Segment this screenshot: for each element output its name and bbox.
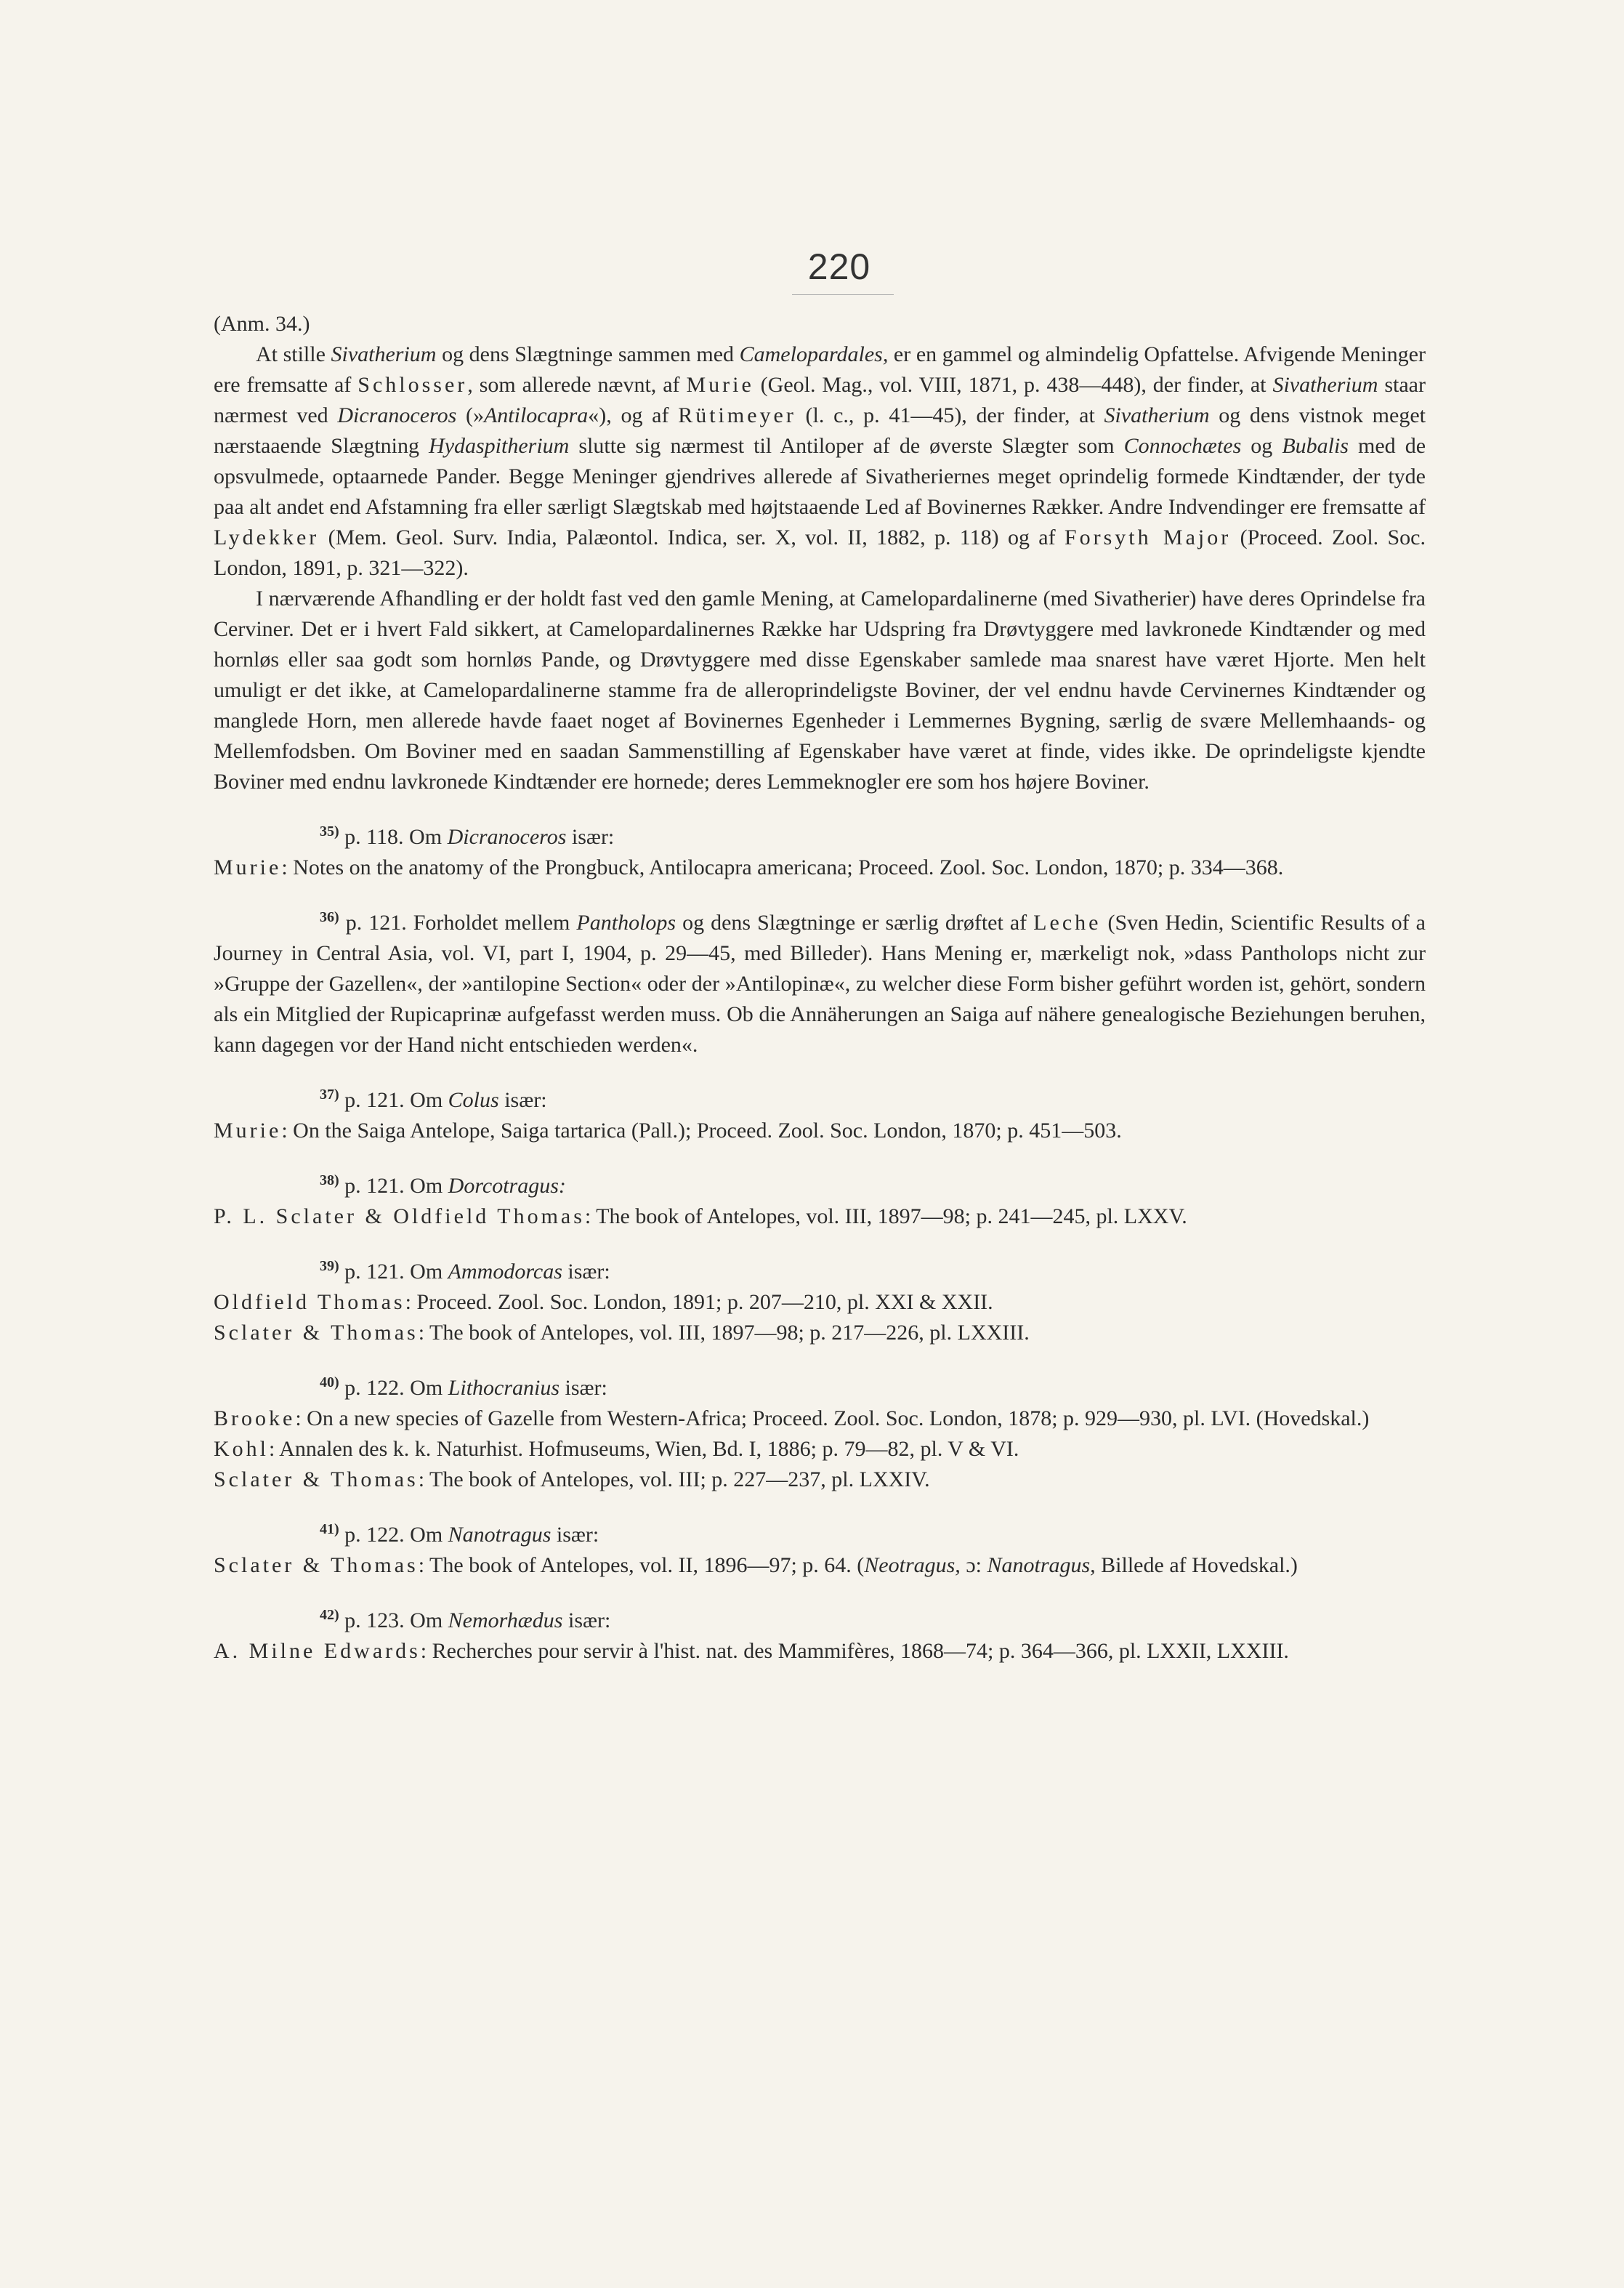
text: er en gammel og almindelig Opfattelse. Afvigende Meninger ere fremsatte af: [214, 342, 1426, 397]
text: (Mem. Geol. Surv. India, Palæontol. Indica, ser. X, vol. II, 1882, p. 118) og af: [319, 525, 1065, 549]
footnote-heading: [214, 1165, 1426, 1201]
footnote-number: 38): [320, 1172, 339, 1188]
author-name: Brooke: [214, 1406, 296, 1430]
text: p. 121. Om: [339, 1174, 448, 1198]
author-name: Oldfield Thomas: [214, 1290, 405, 1314]
text: p. 123. Om: [339, 1608, 448, 1632]
reference-text: : Recherches pour servir à l'hist. nat. des Mammifères, 1868—74; p. 364—366, pl. LXXII, LXXIII.: [420, 1639, 1289, 1663]
reference-entry: [214, 1318, 1426, 1348]
author-name: Kohl: [214, 1437, 269, 1461]
footnote-heading: [214, 1514, 1426, 1550]
footnote-number: 37): [320, 1087, 339, 1103]
footnote-41: [214, 1514, 1426, 1581]
reference-text: : Notes on the anatomy of the Prongbuck, Antilocapra americana; Proceed. Zool. Soc. London, 1870; p. 334—368.: [281, 855, 1284, 879]
text: staar nærmest ved: [214, 373, 1426, 427]
paragraph-sivatherium: [214, 339, 1426, 584]
author-name: Murie: [214, 1119, 282, 1143]
footnote-heading: [214, 1367, 1426, 1403]
reference-entry: [214, 1287, 1426, 1318]
text: slutte sig nærmest til Antiloper af de øverste Slægter som: [569, 434, 1124, 458]
footnote-35: [214, 816, 1426, 883]
taxon-name: Hydaspitherium: [429, 434, 570, 458]
text: «), og af: [588, 403, 679, 427]
text: p. 121. Om: [339, 1088, 448, 1112]
taxon-name: Nemorhædus: [448, 1608, 563, 1632]
reference-entry: [214, 1403, 1426, 1434]
author-name: Murie: [214, 855, 282, 879]
page-number: 220: [807, 246, 871, 287]
author-name: A. Milne Edwards: [214, 1639, 421, 1663]
footnote-number: 35): [320, 823, 339, 839]
text: (Geol. Mag., vol. VIII, 1871, p. 438—448), der finder, at: [754, 373, 1273, 397]
footnote-number: 36): [320, 909, 339, 925]
footnote-heading: [214, 902, 1426, 1060]
taxon-name: Dicranoceros: [447, 825, 567, 849]
text: p. 118. Om: [339, 825, 448, 849]
text: og: [1241, 434, 1282, 458]
taxon-name: Nanotragus: [448, 1523, 552, 1547]
taxon-name: Dicranoceros: [337, 403, 457, 427]
footnote-number: 40): [320, 1374, 339, 1390]
taxon-name: Ammodorcas: [448, 1260, 562, 1284]
author-name: P. L. Sclater & Oldfield Thomas: [214, 1204, 585, 1228]
page-body: [214, 309, 1426, 1667]
author-name: Leche: [1033, 911, 1102, 935]
author-name: Murie: [686, 373, 754, 397]
reference-text: : On a new species of Gazelle from Western-Africa; Proceed. Zool. Soc. London, 1878; p. 929—930, pl. LVI. (Hovedskal.): [295, 1406, 1370, 1430]
taxon-name: Camelopardales,: [739, 342, 889, 366]
text: især:: [498, 1088, 547, 1112]
text: især:: [559, 1376, 607, 1400]
text: At stille: [256, 342, 331, 366]
reference-entry: [214, 1636, 1426, 1667]
text: p. 121. Om: [339, 1260, 448, 1284]
taxon-name: Sivatherium: [1272, 373, 1378, 397]
footnote-36: [214, 902, 1426, 1060]
reference-text: : The book of Antelopes, vol. III, 1897—98; p. 241—245, pl. LXXV.: [584, 1204, 1187, 1228]
text: og dens Slægtninge er særlig drøftet af: [676, 911, 1034, 935]
reference-text: : The book of Antelopes, vol. III; p. 227—237, pl. LXXIV.: [418, 1467, 930, 1491]
text: (»: [456, 403, 484, 427]
footnote-40: [214, 1367, 1426, 1495]
text: med de opsvulmede, optaarnede Pander. Begge Meninger gjendrives allerede af Sivatheriernes meget oprindelig formede Kindtænder, der tyde paa alt andet end Afstamning fra eller særligt Slægtskab med højtstaaende Led af Bovinernes Rækker. Andre Indvendinger ere fremsatte af: [214, 434, 1426, 519]
text: p. 121. Forholdet mellem: [339, 911, 577, 935]
footnote-number: 39): [320, 1258, 339, 1274]
footnote-heading: [214, 1600, 1426, 1636]
footnote-37: [214, 1079, 1426, 1146]
text: p. 122. Om: [339, 1523, 448, 1547]
text: især:: [562, 1260, 610, 1284]
taxon-name: Bubalis: [1282, 434, 1349, 458]
reference-entry: [214, 1465, 1426, 1495]
reference-entry: [214, 853, 1426, 883]
text: og dens Slægtninge sammen med: [436, 342, 740, 366]
taxon-name: Connochætes: [1123, 434, 1242, 458]
author-name: Lydekker: [214, 525, 320, 549]
footnote-39: [214, 1251, 1426, 1348]
taxon-name: Dorcotragus:: [448, 1174, 566, 1198]
taxon-name: Lithocranius: [448, 1376, 560, 1400]
reference-entry: [214, 1116, 1426, 1146]
reference-text: : The book of Antelopes, vol. II, 1896—97; p. 64. (: [418, 1553, 865, 1577]
reference-text: : The book of Antelopes, vol. III, 1897—98; p. 217—226, pl. LXXIII.: [418, 1321, 1030, 1345]
reference-entry: [214, 1201, 1426, 1232]
footnote-heading: [214, 1251, 1426, 1287]
reference-text: : On the Saiga Antelope, Saiga tartarica (Pall.); Proceed. Zool. Soc. London, 1870; p. 451—503.: [281, 1119, 1122, 1143]
taxon-name: Antilocapra: [483, 403, 589, 427]
taxon-name: Sivatherium: [1104, 403, 1210, 427]
author-name: Forsyth Major: [1064, 525, 1232, 549]
taxon-name: Nanotragus,: [987, 1553, 1096, 1577]
text: og dens vistnok meget nærstaaende Slægtning: [214, 403, 1426, 458]
text: Billede af Hovedskal.): [1095, 1553, 1298, 1577]
text: (Proceed. Zool. Soc. London, 1891, p. 321—322).: [214, 525, 1426, 580]
note-reference: (Anm. 34.): [214, 312, 310, 336]
author-name: Sclater & Thomas: [214, 1467, 419, 1491]
footnote-42: [214, 1600, 1426, 1667]
text: (Sven Hedin, Scientific Results of a Journey in Central Asia, vol. VI, part I, 1904, p. 29—45, med Billeder). Hans Mening er, mærkeligt nok, »dass Pantholops nicht zur »Gruppe der Gazellen«, der »antilopine Section« oder der »Antilopinæ«, zu welcher diese Form bisher geführt worden ist, gehört, sondern als ein Mitglied der Rupicaprinæ aufgefasst werden muss. Ob die Annäherungen an Saiga auf nähere genealogische Beziehungen beruhen, kann dagegen vor der Hand nicht entschieden werden«.: [214, 911, 1426, 1057]
text: især:: [566, 825, 615, 849]
paragraph-camelopardalinae: I nærværende Afhandling er der holdt fast ved den gamle Mening, at Camelopardalinerne (med Sivatherier) have deres Oprindelse fra Cerviner. Det er i hvert Fald sikkert, at Camelopardalinernes Række har Udspring fra Drøvtyggere med lavkronede Kindtænder og med hornløs eller saa godt som hornløs Pande, og Drøvtyggere med disse Egenskaber samlede maa snarest have været Hjorte. Men helt umuligt er det ikke, at Camelopardalinerne stamme fra de alleroprindeligste Boviner, der vel endnu havde Cervinernes Kindtænder og manglede Horn, men allerede havde faaet noget af Bovinernes Egenheder i Lemmernes Bygning, særlig de svære Mellemhaands- og Mellemfodsben. Om Boviner med en saadan Sammenstilling af Egenskaber have været at finde, vides ikke. De oprindeligste kjendte Boviner med endnu lavkronede Kindtænder ere hornede; deres Lemmeknogler ere som hos højere Boviner.: [214, 587, 1426, 794]
page-number-rule: [792, 294, 894, 295]
footnote-number: 42): [320, 1607, 339, 1623]
text: (l. c., p. 41—45), der finder, at: [796, 403, 1104, 427]
footnote-heading: [214, 816, 1426, 853]
text: , som allerede nævnt, af: [467, 373, 687, 397]
footnote-38: [214, 1165, 1426, 1232]
author-name: Rütimeyer: [678, 403, 796, 427]
author-name: Sclater & Thomas: [214, 1553, 419, 1577]
text: især:: [562, 1608, 611, 1632]
reference-text: : Proceed. Zool. Soc. London, 1891; p. 207—210, pl. XXI & XXII.: [405, 1290, 993, 1314]
text: p. 122. Om: [339, 1376, 448, 1400]
author-name: Sclater & Thomas: [214, 1321, 419, 1345]
taxon-name: Pantholops: [576, 911, 676, 935]
footnote-number: 41): [320, 1521, 339, 1537]
taxon-name: Colus: [448, 1088, 499, 1112]
footnote-heading: [214, 1079, 1426, 1116]
author-name: Schlosser: [357, 373, 468, 397]
text: især:: [551, 1523, 599, 1547]
taxon-name: Sivatherium: [331, 342, 437, 366]
taxon-name: Neotragus,: [864, 1553, 961, 1577]
reference-entry: [214, 1550, 1426, 1581]
reference-entry: [214, 1434, 1426, 1465]
reference-text: : Annalen des k. k. Naturhist. Hofmuseums, Wien, Bd. I, 1886; p. 79—82, pl. V & VI.: [269, 1437, 1019, 1461]
text: ɔ:: [960, 1553, 987, 1577]
